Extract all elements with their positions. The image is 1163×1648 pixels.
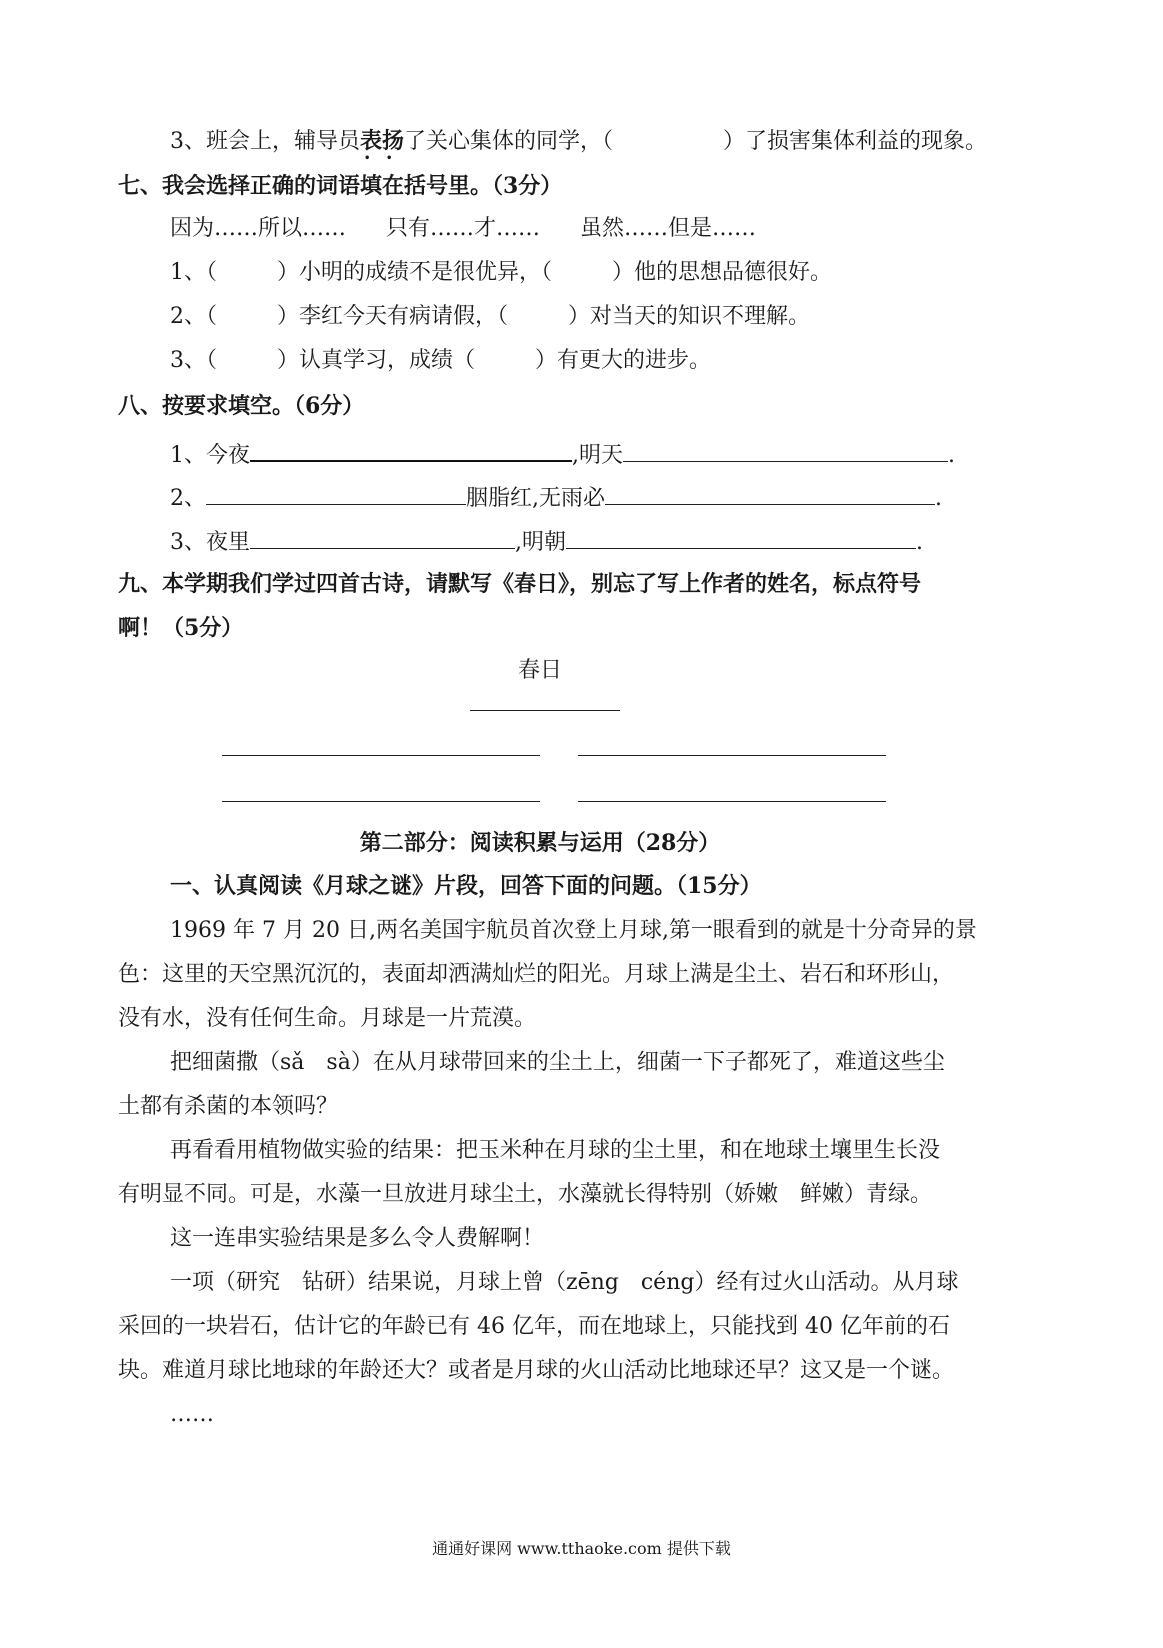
passage-p2-l1: 把细菌撒（sǎ sà）在从月球带回来的尘土上，细菌一下子都死了，难道这些尘	[170, 1050, 945, 1075]
s7-options	[170, 218, 756, 240]
s7-q3-c: ）有更大的进步。	[535, 348, 712, 373]
s6-q3-emph	[360, 128, 405, 164]
s7-q3-b: ）认真学习，成绩（	[277, 348, 476, 373]
poem-line-1-blank[interactable]	[222, 735, 540, 756]
s7-q1-c: ）他的思想品德很好。	[612, 260, 833, 285]
footer-source: 通通好课网 www.tthaoke.com 提供下载	[432, 1539, 731, 1558]
passage-p3-l1: 再看看用植物做实验的结果：把玉米种在月球的尘土里，和在地球土壤里生长没	[170, 1138, 941, 1163]
s6-q3-emph-text: 表扬	[360, 128, 405, 154]
s7-q2-a: 2、（	[170, 304, 217, 329]
passage-p1-l3: 没有水，没有任何生命。月球是一片荒漠。	[118, 1006, 537, 1031]
s8-q1-end: .	[948, 442, 955, 468]
emphasis-dot-icon: •	[364, 153, 371, 164]
s7-option-2: 只有……才……	[386, 216, 541, 241]
s6-q3-pre: 3、班会上，辅导员	[170, 129, 360, 154]
poem-line-4-blank[interactable]	[578, 781, 886, 802]
passage-p1-l1: 1969 年 7 月 20 日,两名美国宇航员首次登上月球,第一眼看到的就是十分奇异的景	[170, 918, 977, 943]
poem-title: 春日	[517, 658, 562, 683]
s8-q2-b: 胭脂红,无雨必	[466, 485, 605, 511]
poem-line-3-blank[interactable]	[222, 781, 540, 802]
s7-q1	[170, 262, 832, 284]
s7-q1-a: 1、（	[170, 260, 217, 285]
s8-q3-b: ,明朝	[515, 529, 566, 555]
s8-q2-a: 2、	[170, 485, 206, 511]
s8-q1-a: 1、今夜	[170, 442, 250, 468]
s8-q3	[170, 528, 923, 554]
s8-q1-b: ,明天	[572, 442, 623, 468]
s7-q3	[170, 350, 711, 372]
s7-heading: 七、我会选择正确的词语填在括号里。（3分）	[118, 173, 563, 199]
s9-heading-line2: 啊！（5分）	[118, 615, 244, 641]
passage-ellipsis: ……	[170, 1402, 214, 1427]
s9-heading-line1: 九、本学期我们学过四首古诗，请默写《春日》，别忘了写上作者的姓名，标点符号	[118, 571, 922, 597]
s8-q3-a: 3、夜里	[170, 529, 250, 555]
s6-q3-mid: 了关心集体的同学，（	[404, 129, 614, 154]
passage-p5-l2: 采回的一块岩石，估计它的年龄已有 46 亿年，而在地球上，只能找到 40 亿年前的石	[118, 1314, 950, 1339]
s8-q3-blank-2[interactable]	[566, 528, 916, 549]
passage-p1-l2: 色：这里的天空黑沉沉的，表面却洒满灿烂的阳光。月球上满是尘土、岩石和环形山，	[118, 962, 955, 987]
s8-q2-end: .	[935, 485, 942, 511]
s7-q2-c: ）对当天的知识不理解。	[568, 304, 811, 329]
s7-q2-b: ）李红今天有病请假，（	[277, 304, 509, 329]
s7-option-3: 虽然……但是……	[580, 216, 757, 241]
s8-heading: 八、按要求填空。（6分）	[118, 393, 365, 419]
part2-q1-heading: 一、认真阅读《月球之谜》片段，回答下面的问题。（15分）	[170, 873, 762, 899]
s6-q3	[170, 128, 988, 164]
emphasis-dot-icon: •	[386, 153, 393, 164]
poem-line-2-blank[interactable]	[578, 735, 886, 756]
passage-p2-l2: 土都有杀菌的本领吗？	[118, 1094, 339, 1119]
s8-q1-blank-2[interactable]	[623, 441, 948, 462]
s8-q3-end: .	[916, 529, 923, 555]
s6-q3-post: ）了损害集体利益的现象。	[723, 129, 988, 154]
s7-option-1: 因为……所以……	[170, 216, 347, 241]
s8-q1-blank-1[interactable]	[250, 440, 572, 462]
passage-p4-l1: 这一连串实验结果是多么令人费解啊！	[170, 1226, 545, 1251]
s8-q3-blank-1[interactable]	[250, 528, 515, 549]
s7-q3-a: 3、（	[170, 348, 217, 373]
part2-heading: 第二部分：阅读积累与运用（28分）	[359, 830, 721, 856]
passage-p5-l3: 块。难道月球比地球的年龄还大？或者是月球的火山活动比地球还早？这又是一个谜。	[118, 1358, 955, 1383]
s8-q2-blank-2[interactable]	[605, 484, 935, 505]
s8-q2	[170, 484, 942, 510]
s7-q2	[170, 306, 810, 328]
s8-q2-blank-1[interactable]	[206, 484, 466, 505]
passage-p5-l1: 一项（研究 钻研）结果说，月球上曾（zēng céng）经有过火山活动。从月球	[170, 1270, 959, 1295]
s7-q1-b: ）小明的成绩不是很优异，（	[277, 260, 553, 285]
passage-p3-l2: 有明显不同。可是，水藻一旦放进月球尘土，水藻就长得特别（娇嫩 鲜嫩）青绿。	[118, 1182, 933, 1207]
s8-q1	[170, 440, 955, 467]
poem-author-blank[interactable]	[470, 690, 620, 711]
